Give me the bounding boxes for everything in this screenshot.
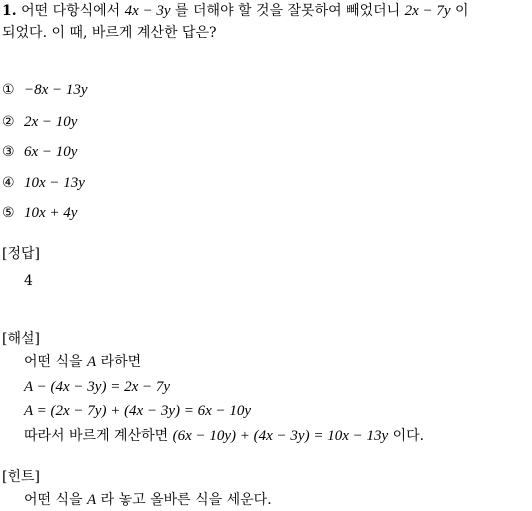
explanation-line-4-b: 이다. (392, 428, 425, 444)
choice-3[interactable] (2, 143, 77, 161)
choice-4-expr: 10x − 13y (24, 175, 85, 191)
choice-3-expr: 6x − 10y (24, 144, 78, 160)
choice-1-expr: −8x − 13y (24, 82, 88, 98)
question-expr-2: 2x − 7y (404, 3, 451, 19)
choice-4[interactable] (2, 174, 85, 192)
explanation-line-3 (24, 402, 251, 420)
explanation-line-1-var: A (87, 354, 97, 370)
choice-5-expr: 10x + 4y (24, 205, 78, 221)
choice-2-expr: 2x − 10y (24, 114, 78, 130)
explanation-line-1 (24, 353, 141, 371)
explanation-header: [해설] (2, 331, 40, 347)
choice-4-mark: ④ (2, 175, 15, 191)
choice-3-mark: ③ (2, 144, 15, 160)
hint-line-b: 라 놓고 올바른 식을 세운다. (100, 492, 272, 508)
explanation-line-4 (24, 427, 424, 445)
question-number: 1. (2, 3, 17, 19)
hint-line (24, 491, 272, 509)
answer-value: 4 (24, 273, 33, 289)
explanation-line-2 (24, 378, 170, 396)
explanation-line-2-expr: A − (4x − 3y) = 2x − 7y (24, 379, 171, 395)
question-expr-1: 4x − 3y (124, 3, 171, 19)
choice-1-mark: ① (2, 82, 15, 98)
question-text-a: 어떤 다항식에서 (21, 3, 121, 19)
choice-1[interactable] (2, 81, 88, 99)
question-text-b: 를 더해야 할 것을 잘못하여 빼었더니 (175, 3, 401, 19)
explanation-line-1-b: 라하면 (100, 354, 142, 370)
hint-line-a: 어떤 식을 (24, 492, 83, 508)
explanation-line-4-expr: (6x − 10y) + (4x − 3y) = 10x − 13y (172, 428, 389, 444)
explanation-line-4-a: 따라서 바르게 계산하면 (24, 428, 169, 444)
choice-5[interactable] (2, 204, 77, 222)
choice-2-mark: ② (2, 114, 15, 130)
explanation-line-3-expr: A = (2x − 7y) + (4x − 3y) = 6x − 10y (24, 403, 252, 419)
hint-header: [힌트] (2, 469, 40, 485)
answer-header: [정답] (2, 246, 40, 262)
question-line-2: 되었다. 이 때, 바르게 계산한 답은? (2, 25, 217, 41)
question-line-1 (2, 2, 469, 20)
choice-5-mark: ⑤ (2, 205, 15, 221)
choice-2[interactable] (2, 113, 77, 131)
hint-line-var: A (87, 492, 97, 508)
question-text-c: 이 (455, 3, 469, 19)
explanation-line-1-a: 어떤 식을 (24, 354, 83, 370)
